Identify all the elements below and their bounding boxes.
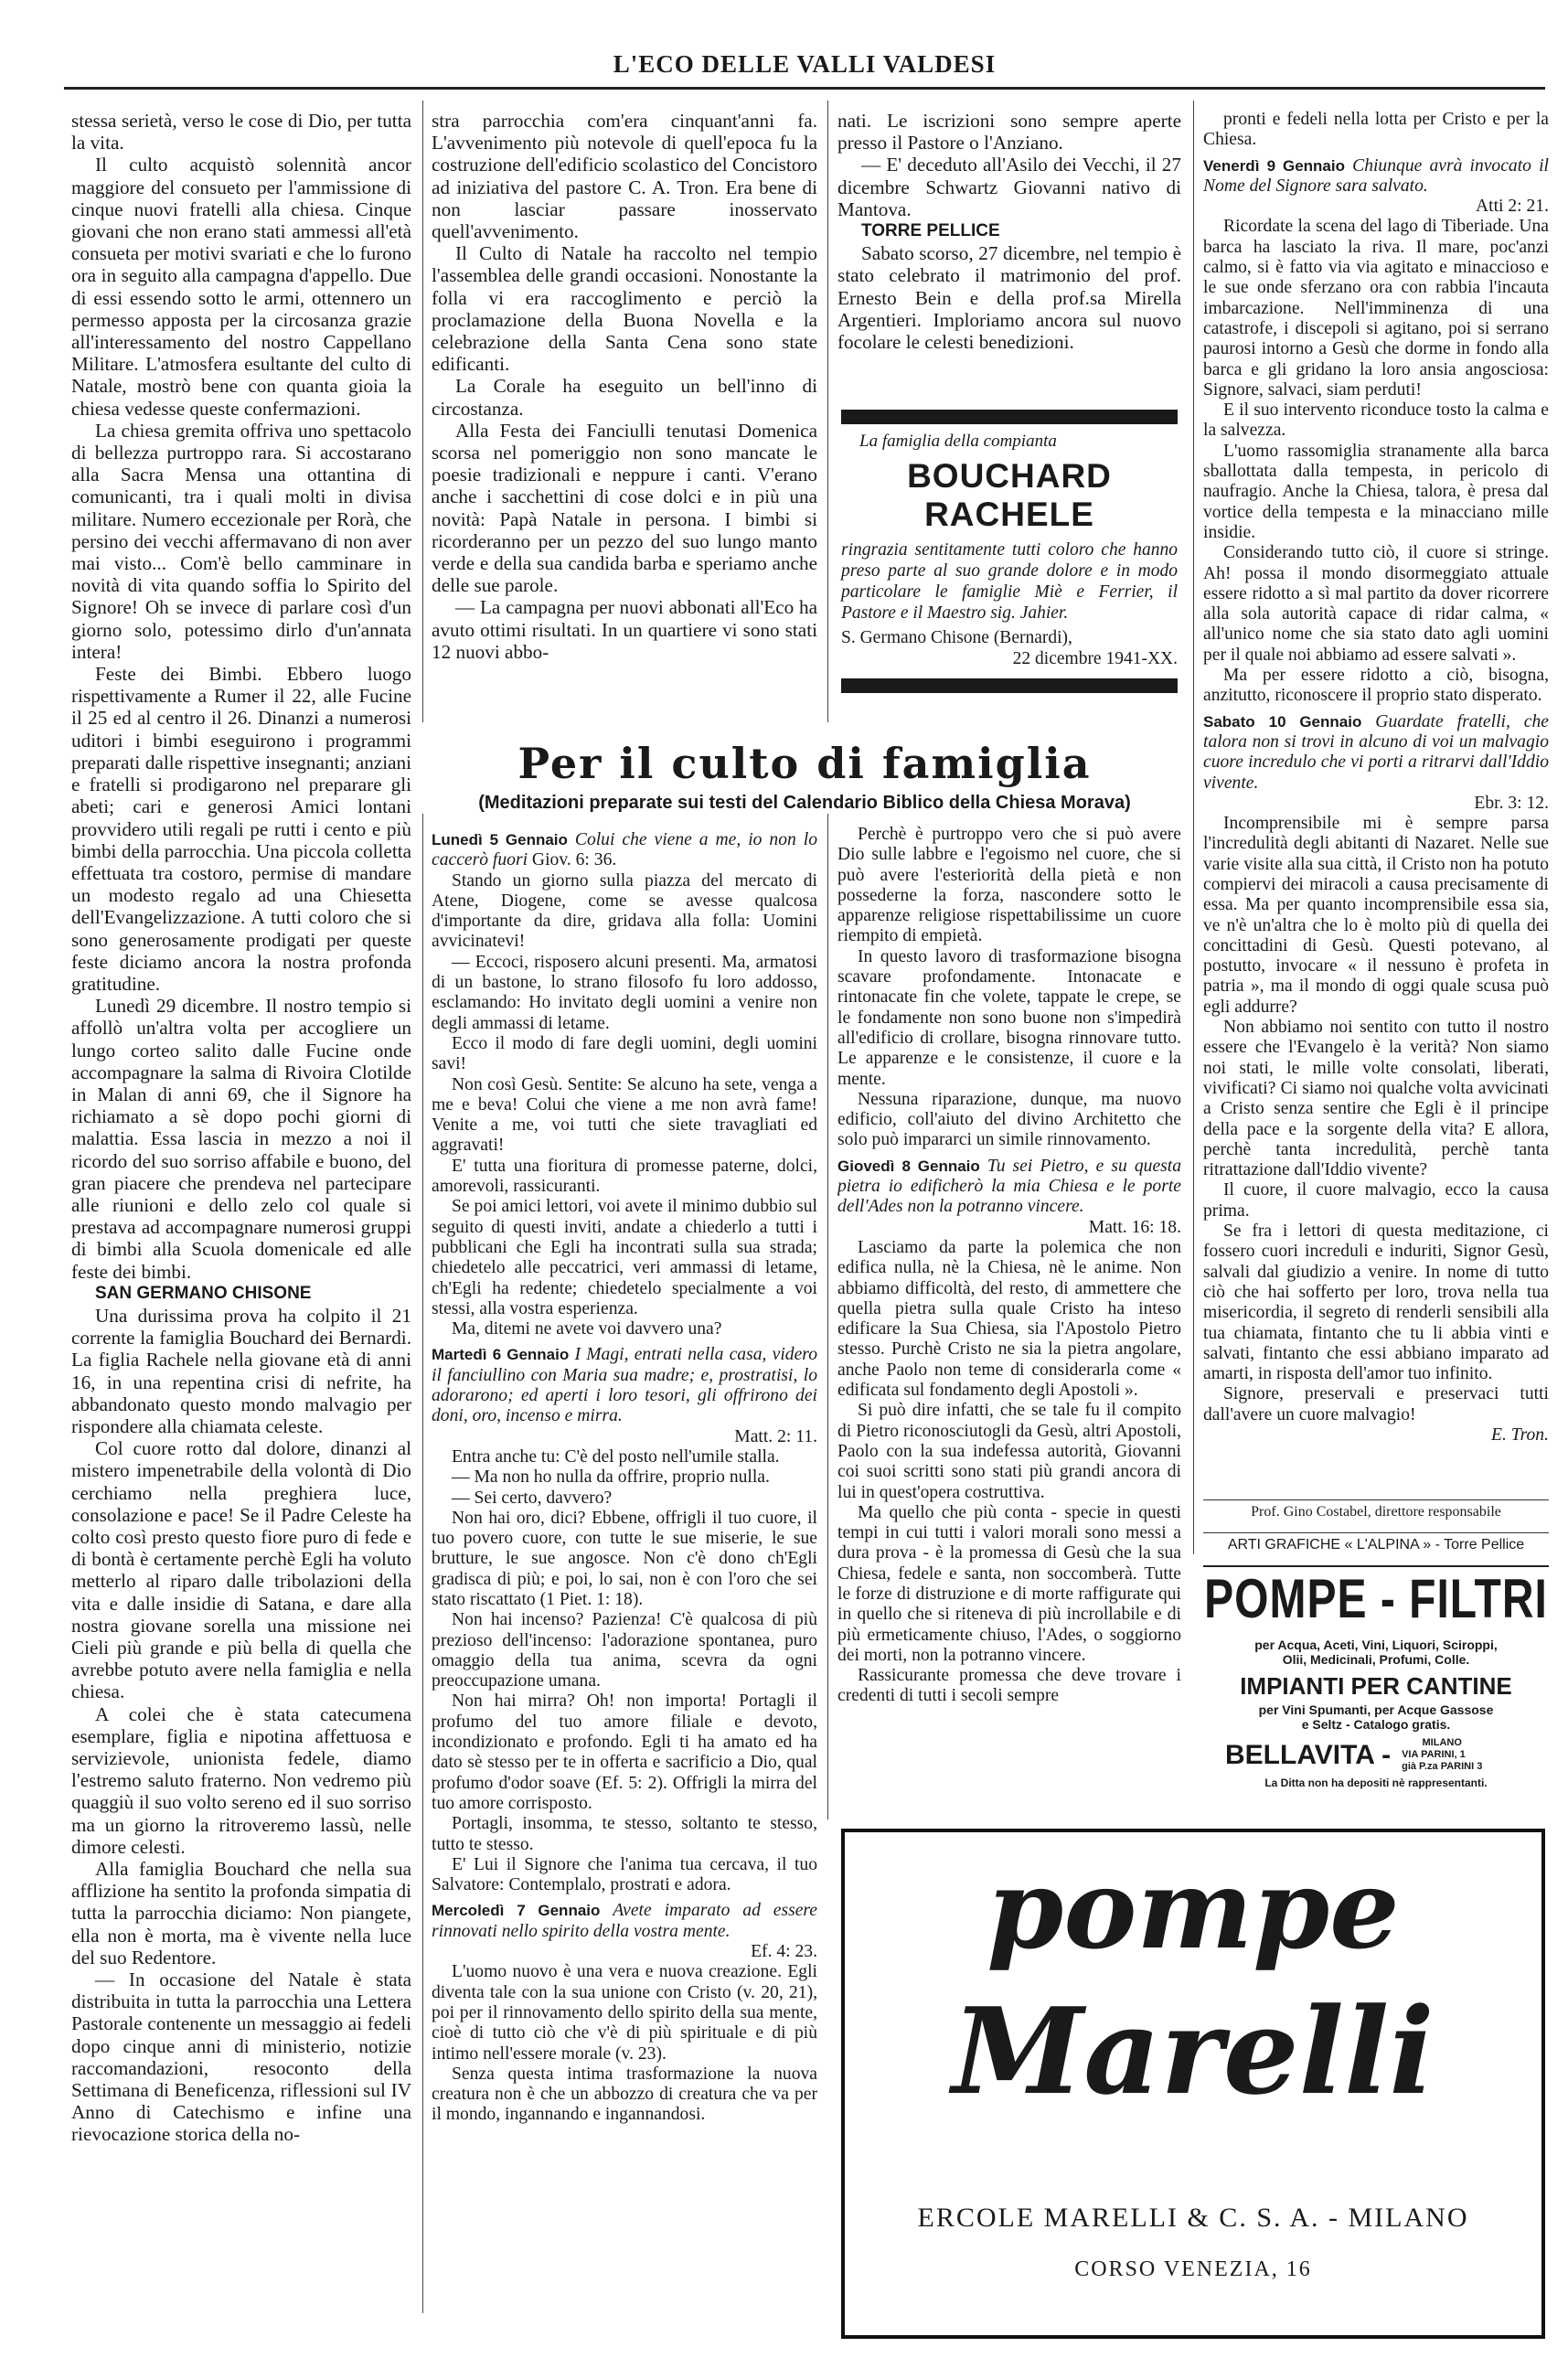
ad-line: IMPIANTI PER CANTINE xyxy=(1240,1672,1512,1700)
paragraph: Feste dei Bimbi. Ebbero luogo rispettivamente a Rumer il 22, alle Fucine il 25 ed al centro il 26. Dinanzi a numerosi uditori i bimbi eseguirono i programmi preparati dalle rispettive insegnanti; anziani e fratelli si prodigarono nel preparare gli abeti; cari e generosi Amici lontani provvidero utili regali pe rutti i cento e più bimbi della parrocchia. Una piccola colletta effettuata tra costoro, permise di mandare un modesto regalo ad una Chiesetta dell'Evangelizzazione. A tutti coloro che si sono generosamente prodigati per queste feste diciamo ancora la nostra profonda gratitudine. xyxy=(71,663,411,995)
column-divider xyxy=(1193,101,1194,1554)
paragraph: Non hai incenso? Pazienza! C'è qualcosa di più prezioso dell'incenso: l'adorazione spontanea, puro omaggio della tua anima, scevra da ogni preoccupazione umana. xyxy=(432,1610,817,1691)
ad-address: VIA PARINI, 1 xyxy=(1402,1749,1466,1760)
paragraph: stessa serietà, verso le cose di Dio, per tutta la vita. xyxy=(71,110,411,155)
day-ref: Matt. 16: 18. xyxy=(1088,1217,1181,1237)
paragraph: Una durissima prova ha colpito il 21 corrente la famiglia Bouchard dei Bernardi. La figlia Rachele nella giovane età di anni 16, in una repentina crisi di nefrite, ha abbandonato questo mondo malvagio per rispondere alla chiamata celeste. xyxy=(71,1304,411,1437)
day-date: 6 Gennaio xyxy=(492,1346,570,1364)
ad-pompe-marelli xyxy=(841,1829,1545,2339)
paragraph: E' tutta una fioritura di promesse paterne, dolci, amorevoli, rassicuranti. xyxy=(432,1156,817,1197)
paragraph: Non così Gesù. Sentite: Se alcuno ha sete, venga a me e beva! Colui che viene a me non avrà fame! Venite a me, voi tutti che siete travagliati ed aggravati! xyxy=(432,1074,817,1156)
paragraph: E' Lui il Signore che l'anima tua cercava, il tuo Salvatore: Contemplalo, prostrati e adora. xyxy=(432,1854,817,1895)
column-2 xyxy=(432,110,817,720)
day-block xyxy=(432,830,817,871)
notice-body: ringrazia sentitamente tutti coloro che hanno preso parte al suo grande dolore e in modo particolare le famiglie Miè e Ferrier, il Pastore e il Maestro sig. Jahier. xyxy=(841,540,1178,623)
paragraph: Lasciamo da parte la polemica che non edifica nulla, nè la Chiesa, nè le anime. Non abbiamo difficoltà, del resto, di ammettere che quella pietra sulla quale Cristo ha inteso edificare la Sua Chiesa, sia l'Apostolo Pietro stesso. Purchè Cristo ne sia la pietra angolare, anche Paolo non teme di considerarla come « edificata sul fondamento degli Apostoli ». xyxy=(837,1237,1181,1401)
bereavement-notice xyxy=(841,410,1178,693)
day-name: Sabato xyxy=(1203,712,1255,731)
paragraph: Stando un giorno sulla piazza del mercato di Atene, Diogene, come se avesse qualcosa d'importante da dire, gridava alla folla: Uomini avvicinatevi! xyxy=(432,870,817,952)
day-verse: Guardate fratelli, che talora non si trovi in alcuno di voi un malvagio cuore incredulo che vi porti a ritrarvi dall'Iddio vivente. xyxy=(1203,711,1549,793)
paragraph: Nessuna riparazione, dunque, ma nuovo edificio, coll'aiuto del divino Architetto che solo può impararci un simile rinnovamento. xyxy=(837,1089,1181,1150)
credits-printer: ARTI GRAFICHE « L'ALPINA » - Torre Pellice xyxy=(1203,1532,1549,1553)
day-ref: Atti 2: 21. xyxy=(1475,197,1549,217)
culto-column-a xyxy=(432,825,817,2333)
day-ref: Matt. 2: 11. xyxy=(734,1426,817,1446)
paragraph: Entra anche tu: C'è del posto nell'umile stalla. xyxy=(452,1446,780,1467)
day-name: Venerdì xyxy=(1203,156,1260,175)
paragraph: Non abbiamo noi sentito con tutto il nostro essere che l'Evangelo è la verità? Non siamo noi stati, le mille volte consolati, liberati, vivificati? Ci siamo noi qualche volta avvicinati a Cristo senza sentire che Egli è il principe della pace e la sorgente della vita? E allora, perchè tanta incredulità, perchè tanta ritrattazione dall'Iddio vivente? xyxy=(1203,1018,1549,1180)
day-date: 10 Gennaio xyxy=(1268,712,1362,731)
paragraph: Perchè è purtroppo vero che si può avere Dio sulle labbre e l'egoismo nel cuore, che si può avere l'esteriorità della pietà e non possederne la forza, nascondere sotto le apparenze religiose rispettabilissime un cuore riempito di empietà. xyxy=(837,825,1181,946)
signature: E. Tron. xyxy=(1491,1425,1549,1445)
ad-marelli-word2: Marelli xyxy=(952,1981,1435,2121)
paragraph: Il Culto di Natale ha raccolto nel tempio l'assemblea delle grandi occasioni. Nonostante la folla vi era raccoglimento e perciò la proclamazione della Buona Novella e la celebrazione della Santa Cena sono state edificanti. xyxy=(432,242,817,376)
day-date: 8 Gennaio xyxy=(901,1157,980,1175)
ad-line: per Acqua, Aceti, Vini, Liquori, Sciroppi, xyxy=(1254,1638,1498,1652)
notice-place: S. Germano Chisone (Bernardi), xyxy=(841,628,1072,647)
newspaper-header: L'ECO DELLE VALLI VALDESI xyxy=(613,50,997,78)
paragraph: Considerando tutto ciò, il cuore si stringe. Ah! possa il mondo disormeggiato attuale essere ridotto a sì mal partito da dover ricorrere alla sola autorità capace di ridar calma, « all'unico nome che sia stato dato agli uomini per il quale noi abbiamo ad essere salvati ». xyxy=(1203,543,1549,665)
paragraph: Ricordate la scena del lago di Tiberiade. Una barca ha lasciato la riva. Il mare, poc'anzi calmo, si è fatto via via agitato e minaccioso e le sue onde sferzano ora con rabbia l'incauta imbarcazione. Nell'imminenza di una catastrofe, i discepoli si agitano, poi si serrano paurosi intorno a Gesù che dorme in fondo alla barca e gli gridano la loro ansia angosciosa: Signore, salvaci, siam perduti! xyxy=(1203,217,1549,400)
section-heading: SAN GERMANO CHISONE xyxy=(95,1283,312,1303)
day-name: Martedì xyxy=(432,1346,487,1364)
column-4 xyxy=(1203,110,1549,1481)
ad-line: Olii, Medicinali, Profumi, Colle. xyxy=(1282,1652,1470,1667)
paragraph: Non hai oro, dici? Ebbene, offrigli il tuo cuore, il tuo povero cuore, con tutte le sue miserie, le sue brutture, le sue angosce. Non c'è dono ch'Egli gradisca di più; e poi, lo sai, non è con l'oro che sei stato riscattato (1 Piet. 1: 18). xyxy=(432,1508,817,1609)
section-heading: TORRE PELLICE xyxy=(861,221,1000,241)
paragraph: Incomprensibile mi è sempre parsa l'incredulità degli abitanti di Nazaret. Nelle sue varie visite alla sua città, il Cristo non ha potuto compiervi dei miracoli a causa precisamente di essa. Ma per quanto incomprensibile essa sia, ve n'è un'altra che lo è molto più di quella dei concittadini di Gesù. Questi potevano, al postutto, invocare « il nessuno è profeta in patria », ma il mondo di oggi quale scusa può egli addurre? xyxy=(1203,814,1549,1017)
day-ref: Ef. 4: 23. xyxy=(751,1942,817,1962)
ad-line: e Seltz - Catalogo gratis. xyxy=(1301,1717,1451,1732)
paragraph: Il culto acquistò solennità ancor maggiore del consueto per l'ammissione di cinque nuovi fratelli alla chiesa. Cinque giovani che non erano stati ammessi all'età consueta per motivi svariati e che lo furono ora in seguito alla campagna d'appello. Due di essi essendo sotto le armi, ottennero un permesso apposta per la circosanza grazie all'interessamento del nostro Cappellano Militare. L'atmosfera esultante del culto di Natale, mostrò bene con quanta gioia la chiesa vedesse queste confermazioni. xyxy=(71,154,411,420)
day-block xyxy=(837,1157,1181,1238)
paragraph: A colei che è stata catecumena esemplare, figlia e nipotina affettuosa e servizievole, unionista fedele, diamo l'estremo saluto fraterno. Non vedremo più quaggiù il suo volto sereno ed il suo sorriso ma un giorno la ritroveremo lassù, nelle dimore celesti. xyxy=(71,1702,411,1858)
column-1 xyxy=(71,110,411,2331)
paragraph: Ecco il modo di fare degli uomini, degli uomini savi! xyxy=(432,1033,817,1074)
paragraph: — Eccoci, risposero alcuni presenti. Ma, armatosi di un bastone, lo strano filosofo fu loro addosso, esclamando: Ho invitato degli uomini a venire non degli ammassi di letame. xyxy=(432,952,817,1033)
ad-city: MILANO xyxy=(1422,1737,1462,1748)
paragraph: Lunedì 29 dicembre. Il nostro tempio si affollò un'altra volta per accogliere un lungo corteo salito dalle Fucine onde accompagnare la salma di Rivoira Clotilde in Malan di anni 69, che il Signore ha richiamato a sè dopo pochi giorni di malattia. Essa lascia in mezzo a noi il ricordo del suo sorriso affabile e buono, del gran piacere che prendeva nel partecipare alle riunioni e dello zelo col quale si prestava ad accompagnare numerosi gruppi di bimbi alla Scuola domenicale ed alle feste dei bimbi. xyxy=(71,995,411,1283)
day-ref: Ebr. 3: 12. xyxy=(1474,793,1549,813)
paragraph: Alla Festa dei Fanciulli tenutasi Domenica scorsa nel pomeriggio non sono mancate le poesie tradizionali e neppure i canti. V'erano anche i sacchettini di cose dolci e in più una novità: Papà Natale in persona. I bimbi si ricorderanno per un pezzo del suo lungo manto verde e della sua candida barba e speriamo anche delle sue parole. xyxy=(432,419,817,597)
paragraph: Il cuore, il cuore malvagio, ecco la causa prima. xyxy=(1203,1180,1549,1221)
culto-title: Per il culto di famiglia xyxy=(517,739,1092,788)
ad-brand: BELLAVITA - xyxy=(1225,1739,1392,1770)
day-block xyxy=(432,1345,817,1446)
ad-title: POMPE - FILTRI xyxy=(1204,1569,1548,1630)
paragraph: pronti e fedeli nella lotta per Cristo e per la Chiesa. xyxy=(1203,110,1549,150)
header-rule xyxy=(64,87,1545,90)
paragraph: — In occasione del Natale è stata distribuita in tutta la parrocchia una Lettera Pastorale contenente un messaggio ai fedeli dopo cinque anni di ministerio, notizie raccomandazioni, resoconto della Settimana di Beneficenza, riflessioni sul IV Anno di Catechismo e infine una rievocazione storica della no- xyxy=(71,1969,411,2146)
day-ref: Giov. 6: 36. xyxy=(531,850,617,870)
paragraph: Non hai mirra? Oh! non importa! Portagli il profumo del tuo amore filiale e devoto, incondizionato e profondo. Egli ti ha amato ed ha dato sè stesso per te in offerta e sacrificio a Dio, qual profumo d'odor soave (Ef. 5: 2). Offrigli la mirra del tuo amore corrisposto. xyxy=(432,1691,817,1813)
notice-intro: La famiglia della compianta xyxy=(859,432,1057,451)
column-divider xyxy=(422,814,423,2313)
day-block xyxy=(432,1901,817,1962)
ad-note: La Ditta non ha depositi nè rappresentanti. xyxy=(1264,1777,1488,1789)
day-date: 5 Gennaio xyxy=(489,831,568,848)
day-block xyxy=(1203,156,1549,218)
column-divider xyxy=(422,101,423,722)
paragraph: In questo lavoro di trasformazione bisogna scavare profondamente. Intonacate e rintonacate fin che volete, tappate le crepe, se le fondamente non sono buone non s'impedirà all'edificio di crollare, bisogna rinnovare tutto. Le apparenze e le consistenze, il cuore e la mente. xyxy=(837,946,1181,1089)
day-name: Giovedì xyxy=(837,1157,895,1175)
culto-subtitle: (Meditazioni preparate sui testi del Calendario Biblico della Chiesa Morava) xyxy=(478,793,1131,813)
credits-director: Prof. Gino Costabel, direttore responsabile xyxy=(1203,1499,1549,1520)
paragraph: La Corale ha eseguito un bell'inno di circostanza. xyxy=(432,375,817,420)
paragraph: La chiesa gremita offriva uno spettacolo di bellezza purtroppo rara. Si accostarano alla Sacra Mensa una ottantina di comunicanti, tra i quali molti in divisa militare. Numero eccezionale per Rorà, che persino dei vecchi affermavano di non aver mai visto... Com'è bello camminare in novità di vita quando soffia lo Spirito del Signore! Oh se invece di parlare così d'un giorno solo, potessimo dirlo d'un'annata intera! xyxy=(71,419,411,663)
day-verse: Colui che viene a me, io non lo caccerò fuori xyxy=(432,830,817,870)
paragraph: Ma quello che più conta - specie in questi tempi in cui tutti i valori morali sono messi a dura prova - è la promessa di Gesù che la sua Chiesa, fedele e santa, non soccomberà. Tutte le forze di distruzione e di morte raffigurate qui in quello che si riteneva di più incrollabile e di più ermeticamente chiuso, l'Ades, o soggiorno dei morti, non la potranno vincere. xyxy=(837,1502,1181,1665)
black-border-top xyxy=(841,410,1178,424)
paragraph: Ma, ditemi ne avete voi davvero una? xyxy=(452,1319,722,1339)
paragraph: nati. Le iscrizioni sono sempre aperte presso il Pastore o l'Anziano. xyxy=(837,110,1181,155)
day-verse: Tu sei Pietro, e su questa pietra io edificherò la mia Chiesa e le porte dell'Ades non la potranno vincere. xyxy=(837,1156,1181,1217)
paragraph: — Ma non ho nulla da offrire, proprio nulla. xyxy=(452,1467,770,1488)
paragraph: Portagli, insomma, te stesso, soltanto te stesso, tutto te stesso. xyxy=(432,1814,817,1854)
ad-pompe-filtri xyxy=(1203,1565,1549,1823)
paragraph: Se fra i lettori di questa meditazione, ci fossero cuori increduli e induriti, Signor Gesù, salvali dal giudizio a venire. In nome di tutto ciò che hai sofferto per loro, trova nella tua misericordia, il segreto di renderli sensibili alla tua chiamata, fintanto che tu li abbia vinti e salvati, fintanto che essi abbiano imparato ad amarti, in risposta dell'amor tuo infinito. xyxy=(1203,1222,1549,1384)
day-date: 7 Gennaio xyxy=(517,1902,601,1920)
paragraph: Rassicurante promessa che deve trovare i credenti di tutti i secoli sempre xyxy=(837,1666,1181,1706)
day-block xyxy=(1203,712,1549,814)
ad-line: per Vini Spumanti, per Acque Gassose xyxy=(1258,1702,1494,1717)
day-verse: I Magi, entrati nella casa, videro il fanciullino con Maria sua madre; e, prostratisi, lo adorarono; ed aperti i loro tesori, gli offrirono dei doni, oro, incenso e mirra. xyxy=(432,1345,817,1426)
notice-name: BOUCHARD RACHELE xyxy=(907,457,1112,533)
paragraph: Si può dire infatti, che se tale fu il compito di Pietro riconosciutogli da Gesù, altri Apostoli, Paolo con la sua indefessa autorità, Giovanni coi suoi scritti sono stati più grandi ancora di lui in quest'opera costruttiva. xyxy=(837,1401,1181,1502)
paragraph: Ma per essere ridotto a ciò, bisogna, anzitutto, riconoscere il proprio stato disperato. xyxy=(1203,666,1549,706)
day-name: Mercoledì xyxy=(432,1902,505,1920)
paragraph: — Sei certo, davvero? xyxy=(452,1488,613,1508)
paragraph: Senza questa intima trasformazione la nuova creatura non è che un abbozzo di creatura che va per il mondo, ingannando e ingannandosi. xyxy=(432,2064,817,2125)
paragraph: L'uomo rassomiglia stranamente alla barca sballottata dalla tempesta, in pericolo di naufragio. Anche la Chiesa, talora, è presa dal vortice della tempesta e la minacciano mille insidie. xyxy=(1203,441,1549,542)
notice-date: 22 dicembre 1941-XX. xyxy=(1012,649,1178,668)
culto-column-b xyxy=(837,825,1181,1817)
column-divider xyxy=(827,101,828,722)
paragraph: stra parrocchia com'era cinquant'anni fa. L'avvenimento più notevole di quell'epoca fu la costruzione dell'edificio scolastico del Concistoro ad iniziativa del pastore C. A. Tron. Era bene di non lasciar passare inosservato quell'avvenimento. xyxy=(432,110,817,243)
day-date: 9 Gennaio xyxy=(1266,156,1345,175)
day-verse: Avete imparato ad essere rinnovati nello spirito della vostra mente. xyxy=(432,1901,817,1941)
paragraph: — La campagna per nuovi abbonati all'Eco ha avuto ottimi risultati. In un quartiere vi sono stati 12 nuovi abbo- xyxy=(432,596,817,663)
paragraph: — E' deceduto all'Asilo dei Vecchi, il 27 dicembre Schwartz Giovanni nativo di Mantova. xyxy=(837,154,1181,220)
paragraph: Col cuore rotto dal dolore, dinanzi al mistero impenetrabile della volontà di Dio cerchiamo nella preghiera luce, consolazione e pace! Se il Padre Celeste ha colto così presto questo fiore puro di fede e di bontà è certamente perchè Egli ha voluto metterlo al riparo dalle tribolazioni della vita e dalle insidie di Satana, e dare alla nostra giovane sorella una missione nei Cieli più grande e più bella di quella che avrebbe potuto avere nella famiglia e nella chiesa. xyxy=(71,1437,411,1703)
black-border-bottom xyxy=(841,678,1178,693)
ad-address: già P.za PARINI 3 xyxy=(1402,1761,1483,1772)
ad-marelli-word1: pompe xyxy=(987,1845,1400,1974)
ad-marelli-address: CORSO VENEZIA, 16 xyxy=(1074,2257,1312,2281)
column-divider xyxy=(827,814,828,1819)
paragraph: E il suo intervento riconduce tosto la calma e la salvezza. xyxy=(1203,400,1549,441)
paragraph: Alla famiglia Bouchard che nella sua afflizione ha sentito la profonda simpatia di tutta la parrocchia diciamo: Non piangete, ella non è morta, ma è vivente nella luce del suo Redentore. xyxy=(71,1858,411,1969)
column-3 xyxy=(837,110,1181,393)
paragraph: L'uomo nuovo è una vera e nuova creazione. Egli diventa tale con la sua unione con Cristo (v. 20, 21), poi per il rinnovamento dello spirito della sua mente, cioè di tutto ciò che v'è di più spirituale e di più intimo nell'essere morale (v. 23). xyxy=(432,1962,817,2064)
paragraph: Signore, preservali e preservaci tutti dall'avere un cuore malvagio! xyxy=(1203,1384,1549,1424)
day-name: Lunedì xyxy=(432,831,483,848)
ad-marelli-company: ERCOLE MARELLI & C. S. A. - MILANO xyxy=(917,2203,1469,2233)
paragraph: Se poi amici lettori, voi avete il minimo dubbio sul seguito di questi inviti, andate a chiederlo a tutti i pubblicani che Egli ha incontrati sulla sua strada; chiedetelo alle peccatrici, veri ammassi di letame, ch'Egli ha redente; chiedetelo specialmente a voi stessi, alla vostra esperienza. xyxy=(432,1197,817,1318)
paragraph: Sabato scorso, 27 dicembre, nel tempio è stato celebrato il matrimonio del prof. Ernesto Bein e della prof.sa Mirella Argentieri. Imploriamo ancora sul nuovo focolare le celesti benedizioni. xyxy=(837,242,1181,354)
day-verse: Chiunque avrà invocato il Nome del Signore sara salvato. xyxy=(1203,155,1549,196)
